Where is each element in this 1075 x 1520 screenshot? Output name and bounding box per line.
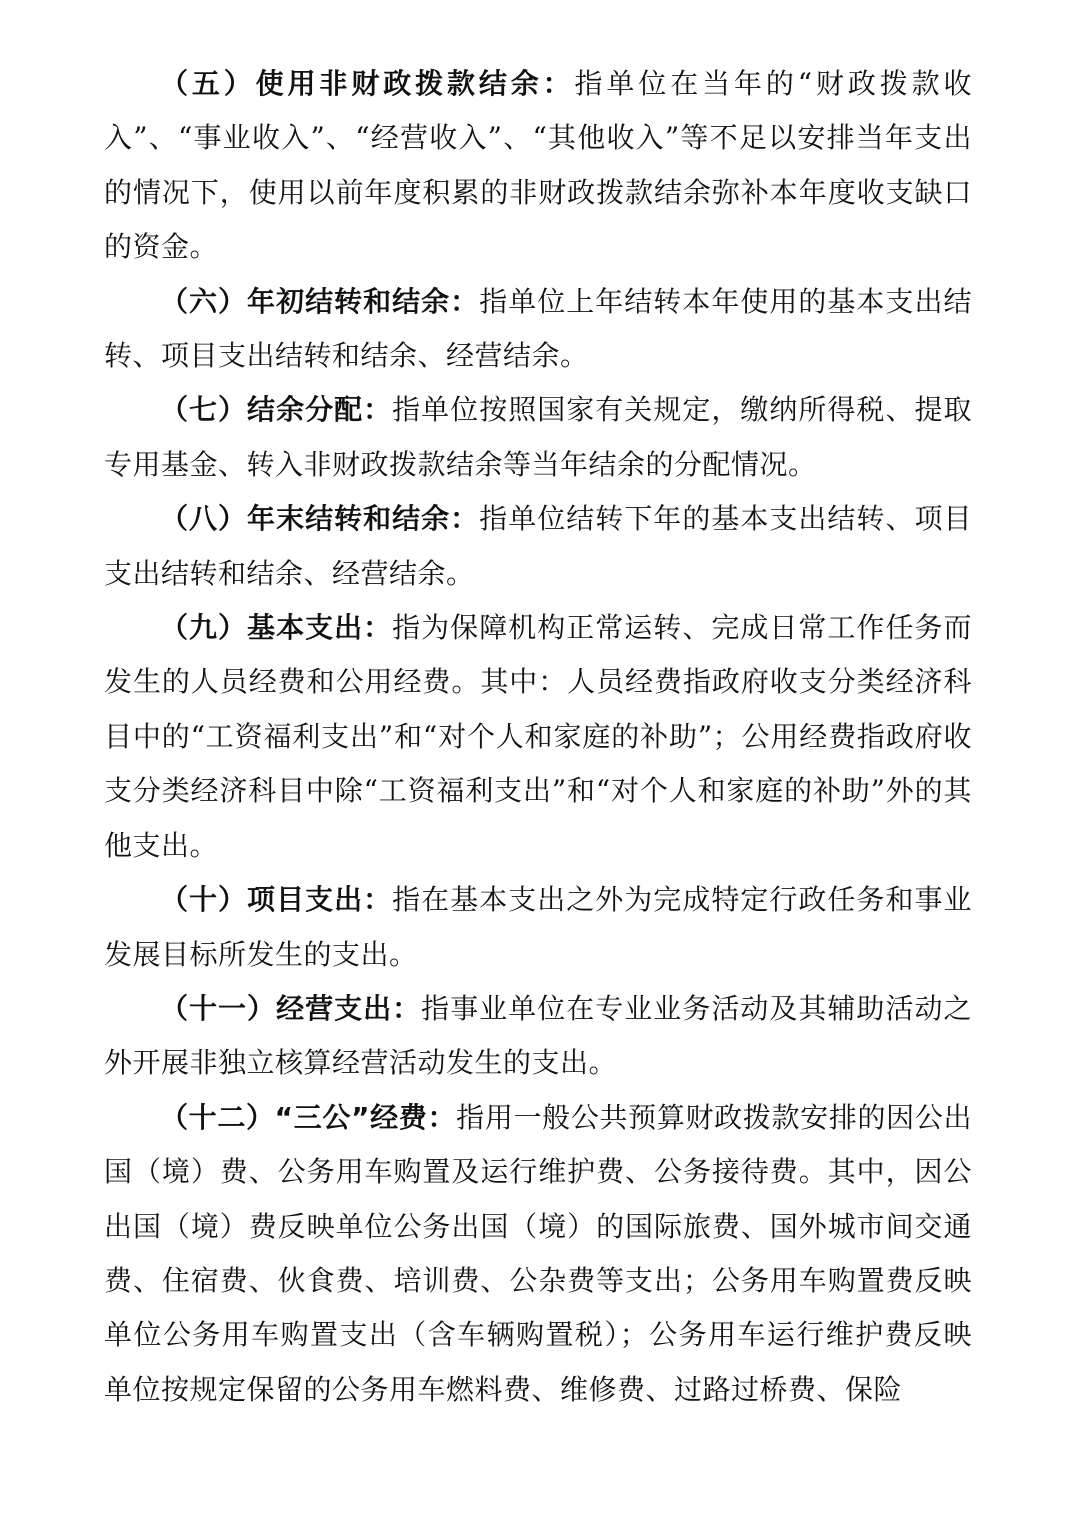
paragraph-term: （九）基本支出：: [160, 611, 393, 645]
paragraph-item-11: [104, 982, 972, 1091]
paragraph-term: （七）结余分配：: [160, 393, 393, 427]
paragraph-term: （八）年末结转和结余：: [160, 502, 480, 536]
paragraph-item-5: [104, 57, 972, 275]
paragraph-term: （五）使用非财政拨款结余：: [160, 67, 575, 100]
paragraph-item-9: [104, 601, 972, 873]
paragraph-term: （十二）“三公”经费：: [160, 1100, 457, 1134]
paragraph-text: 指在基本支出之外为完成特定行政任务和事业发展目标所发生的支出。: [104, 883, 972, 971]
document-body: [104, 57, 972, 1417]
paragraph-item-12: [104, 1091, 972, 1417]
paragraph-text: 指事业单位在专业业务活动及其辅助活动之外开展非独立核算经营活动发生的支出。: [104, 991, 972, 1080]
paragraph-item-10: [104, 873, 972, 982]
paragraph-text: 指为保障机构正常运转、完成日常工作任务而发生的人员经费和公用经费。其中：人员经费指政府收支分类经济科目中的“工资福利支出”和“对个人和家庭的补助”；公用经费指政府收支分类经济科目中除“工资福利支出”和“对个人和家庭的补助”外的其他支出。: [104, 611, 972, 862]
paragraph-text: 指用一般公共预算财政拨款安排的因公出国（境）费、公务用车购置及运行维护费、公务接待费。其中，因公出国（境）费反映单位公务出国（境）的国际旅费、国外城市间交通费、住宿费、伙食费、培训费、公杂费等支出；公务用车购置费反映单位公务用车购置支出（含车辆购置税）；公务用车运行维护费反映单位按规定保留的公务用车燃料费、维修费、过路过桥费、保险: [104, 1100, 972, 1406]
paragraph-text: 指单位按照国家有关规定，缴纳所得税、提取专用基金、转入非财政拨款结余等当年结余的分配情况。: [104, 393, 972, 481]
paragraph-term: （十一）经营支出：: [160, 991, 422, 1025]
paragraph-term: （十）项目支出：: [160, 883, 393, 917]
paragraph-item-6: [104, 275, 972, 384]
paragraph-item-8: [104, 492, 972, 601]
paragraph-item-7: [104, 383, 972, 492]
paragraph-text: 指单位在当年的“财政拨款收入”、“事业收入”、“经营收入”、“其他收入”等不足以安排当年支出的情况下，使用以前年度积累的非财政拨款结余弥补本年度收支缺口的资金。: [104, 67, 972, 264]
paragraph-text: 指单位结转下年的基本支出结转、项目支出结转和结余、经营结余。: [104, 502, 972, 590]
paragraph-term: （六）年初结转和结余：: [160, 284, 480, 318]
paragraph-text: 指单位上年结转本年使用的基本支出结转、项目支出结转和结余、经营结余。: [104, 284, 972, 373]
